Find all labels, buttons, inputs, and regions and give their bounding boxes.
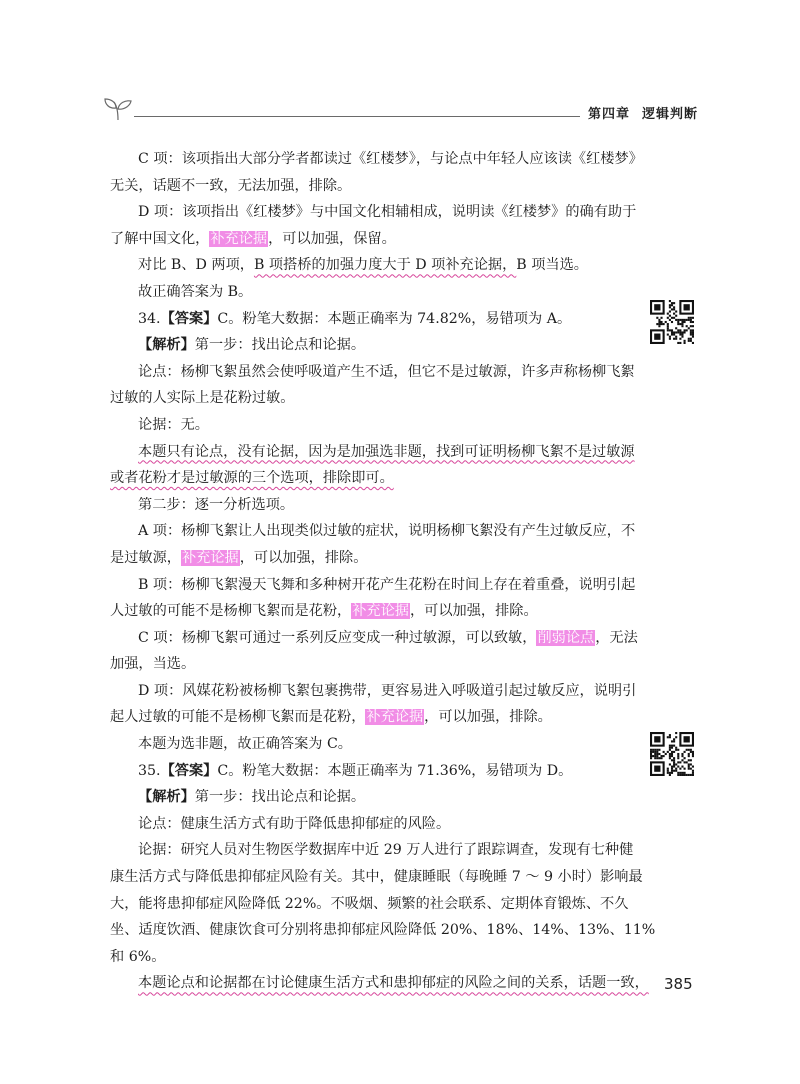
answer-tag: 【答案】 <box>160 310 218 327</box>
text-line <box>110 625 638 652</box>
text-segment: C。粉笔大数据：本题正确率为 74.82%，易错项为 A。 <box>217 310 572 327</box>
qr-code-icon[interactable] <box>650 732 694 776</box>
analysis-line <box>110 784 632 811</box>
chapter-section: 逻辑判断 <box>641 107 698 122</box>
text-line: 论据：无。 <box>138 416 209 433</box>
text-segment: ，无法 <box>595 629 638 646</box>
text-segment: 人过敏的可能不是杨柳飞絮而是花粉， <box>110 603 352 620</box>
answer-tag: 【答案】 <box>160 762 218 779</box>
answer-line <box>110 758 632 785</box>
analysis-line <box>110 332 632 359</box>
text-line <box>110 226 632 253</box>
text-line <box>110 598 632 625</box>
text-line: 坐、适度饮酒、健康饮食可分别将患抑郁症风险降低 20%、18%、14%、13%、11% <box>110 922 656 939</box>
text-line: 论据：研究人员对生物医学数据库中近 29 万人进行了跟踪调查，发现有七种健 <box>138 842 634 859</box>
text-line <box>110 545 632 572</box>
text-line: 论点：杨柳飞絮虽然会使呼吸道产生不适，但它不是过敏源，许多声称杨柳飞絮 <box>138 363 635 380</box>
text-line <box>110 252 632 279</box>
answer-line <box>110 306 632 333</box>
question-number: 35. <box>138 762 161 779</box>
text-segment: 是过敏源， <box>110 549 181 566</box>
text-line: 和 6%。 <box>110 948 166 965</box>
text-line <box>110 970 649 997</box>
text-segment: ，可以加强，排除。 <box>424 709 552 726</box>
text-segment: C。粉笔大数据：本题正确率为 71.36%，易错项为 D。 <box>217 762 573 779</box>
text-line: 论点：健康生活方式有助于降低患抑郁症的风险。 <box>138 815 451 832</box>
text-line: 故正确答案为 B。 <box>138 283 253 300</box>
text-line: B 项：杨柳飞絮漫天飞舞和多种树开花产生花粉在时间上存在着重叠，说明引起 <box>138 576 636 593</box>
text-segment: 起人过敏的可能不是杨柳飞絮而是花粉， <box>110 709 366 726</box>
sprout-icon <box>104 96 132 122</box>
highlight-tag: 削弱论点 <box>537 629 595 646</box>
text-segment: 第一步：找出论点和论据。 <box>194 337 366 354</box>
text-line: 加强，当选。 <box>110 656 196 673</box>
highlight-tag: 补充论据 <box>352 603 409 620</box>
qr-code-icon[interactable] <box>650 300 694 344</box>
text-line: 第二步：逐一分析选项。 <box>138 496 295 513</box>
underlined-text: 本题论点和论据都在讨论健康生活方式和患抑郁症的风险之间的关系，话题一致， <box>138 975 649 992</box>
text-segment: 对比 B、D 两项， <box>138 257 254 274</box>
text-line: A 项：杨柳飞絮让人出现类似过敏的症状，说明杨柳飞絮没有产生过敏反应，不 <box>138 523 636 540</box>
text-segment: ，可以加强，排除。 <box>239 549 368 566</box>
text-line: 大，能将患抑郁症风险降低 22%。不吸烟、频繁的社会联系、定期体育锻炼、不久 <box>110 895 629 912</box>
page-body <box>110 146 656 997</box>
text-segment: 了解中国文化， <box>110 230 210 247</box>
text-line <box>110 704 632 731</box>
highlight-tag: 补充论据 <box>210 230 268 247</box>
text-line <box>110 439 635 466</box>
text-line: 无关，话题不一致，无法加强，排除。 <box>110 177 352 194</box>
text-line: D 项：该项指出《红楼梦》与中国文化相辅相成，说明读《红楼梦》的确有助于 <box>138 204 637 221</box>
text-line: 康生活方式与降低患抑郁症风险有关。其中，健康睡眠（每晚睡 7 ～ 9 小时）影响最 <box>110 869 643 886</box>
analysis-tag: 【解析】 <box>138 337 195 354</box>
underlined-text: 或者花粉才是过敏源的三个选项，排除即可。 <box>110 470 394 487</box>
text-line <box>110 465 632 492</box>
underlined-text: B 项搭桥的加强力度大于 D 项补充论据， <box>253 257 517 274</box>
text-line: 本题为选非题，故正确答案为 C。 <box>138 736 352 753</box>
header-rule <box>134 116 580 117</box>
text-line: D 项：风媒花粉被杨柳飞絮包裹携带，更容易进入呼吸道引起过敏反应，说明引 <box>138 682 637 699</box>
text-segment: C 项：杨柳飞絮可通过一系列反应变成一种过敏源，可以致敏， <box>138 629 537 646</box>
highlight-tag: 补充论据 <box>366 709 424 726</box>
text-line: C 项：该项指出大部分学者都读过《红楼梦》，与论点中年轻人应该读《红楼梦》 <box>138 151 643 167</box>
highlight-tag: 补充论据 <box>181 549 239 566</box>
text-segment: 第一步：找出论点和论据。 <box>194 789 366 806</box>
chapter-title <box>588 103 698 122</box>
text-line: 过敏的人实际上是花粉过敏。 <box>110 390 295 407</box>
text-segment: B 项当选。 <box>516 257 588 274</box>
page-number: 385 <box>664 975 693 993</box>
page-header <box>104 96 698 126</box>
chapter-number: 第四章 <box>587 107 630 122</box>
text-segment: ，可以加强，保留。 <box>268 230 396 247</box>
text-segment: ，可以加强，排除。 <box>409 603 538 620</box>
analysis-tag: 【解析】 <box>138 789 195 806</box>
question-number: 34. <box>138 310 161 327</box>
underlined-text: 本题只有论点，没有论据，因为是加强选非题，找到可证明杨柳飞絮不是过敏源 <box>138 443 635 460</box>
